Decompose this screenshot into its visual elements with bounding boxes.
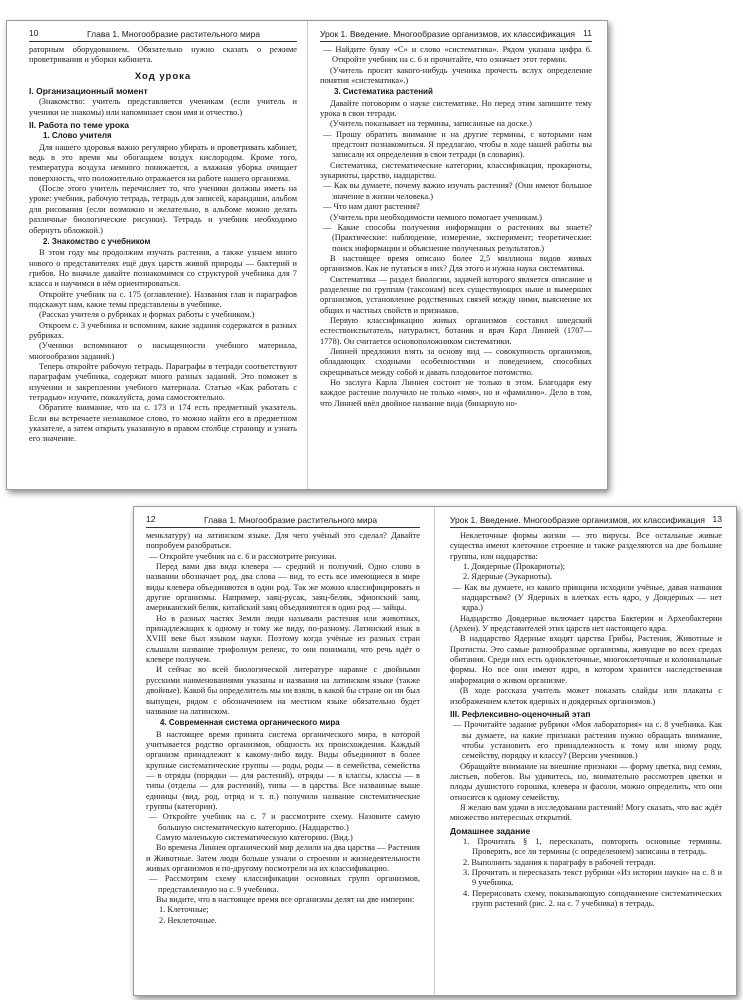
page-spread-10-11 xyxy=(6,20,608,490)
dialog-line: — Рассмотрим схему классификации основных групп организмов, представленную на с. 9 учебника. xyxy=(149,874,420,894)
page-number: 12 xyxy=(146,514,156,524)
gutter-divider xyxy=(307,21,308,489)
paragraph: Самую маленькую систематическую категорию. (Вид.) xyxy=(156,832,353,842)
paragraph: Но заслуга Карла Линнея состоит не только в этом. Благодаря ему каждое растение получило не только «имя», но и «фамилию». Дело в том, что Линней ввёл двойное название вида (бинарную но- xyxy=(320,378,592,408)
paragraph: И сейчас во всей биологической литературе наравне с двойными русскими наименованиями указаны и названия на латинском языке (также двойные). Какой бы определитель мы ни взяли, в какой бы стране он ни был выпущен, рядом с обозначением на местном языке обязательно будет название на латинском. xyxy=(146,665,420,716)
paragraph: Для нашего здоровья важно регулярно убирать и проветривать кабинет, ведь в это время мы обогащаем воздух кислородом. Кроме того, температура воздуха немного понижается, а влажная уборка очищает поверхность, что положительно отражается на работе нашего организма. xyxy=(29,142,297,183)
dialog-line: — Прочитайте задание рубрики «Моя лаборатория» на с. 8 учебника. Как вы думаете, на какие признаки растения нужно обращать внимание, чтобы установить его принадлежность к тому или иному роду, семейству, порядку и классу? (Версии учеников.) xyxy=(453,720,722,761)
dialog-line: — Прошу обратить внимание и на другие термины, с которыми нам предстоит познакомиться. Я предлагаю, чтобы в ходе нашей работы вы записали их определения в свои тетради (в словарик). xyxy=(323,129,592,160)
paragraph: Вы видите, что в настоящее время все организмы делят на две империи: xyxy=(156,895,415,905)
paragraph: (Рассказ учителя о рубриках и формах работы с учебником.) xyxy=(39,310,255,320)
paragraph: (Учитель при необходимости немного помогает ученикам.) xyxy=(330,212,542,222)
running-head-title: Урок 1. Введение. Многообразие организмов, их классификация xyxy=(320,29,575,39)
page-number: 10 xyxy=(29,28,39,38)
list-item: 2. Ядерные (Эукариоты). xyxy=(463,572,553,582)
page-10 xyxy=(29,21,297,489)
page-body xyxy=(450,531,722,995)
subsection-heading: 1. Слово учителя xyxy=(43,131,112,141)
paragraph: Надцарство Доядерные включает царства Бактерии и Археобактерии (Археи). У представителей этих царств нет настоящего ядра. xyxy=(450,613,722,634)
paragraph: Неклеточные формы жизни — это вирусы. Все остальные живые существа имеют клеточное строение и также разделяются на две большие группы, или надцарства: xyxy=(450,531,722,561)
dialog-line: — Как вы думаете, из какого принципа исходили учёные, давая названия надцарствам? (У Ядерных в клетках есть ядро, у Доядерных — нет ядра.) xyxy=(453,582,722,613)
page-12 xyxy=(146,507,420,995)
paragraph: Систематика, систематические категории, классификация, прокариоты, эукариоты, царство, надцарство. xyxy=(320,160,592,181)
list-item: 1. Клеточные; xyxy=(159,905,209,915)
paragraph: Откройте учебник на с. 175 (оглавление). Названия глав и параграфов подскажут нам, какие темы представлены в учебнике. xyxy=(29,289,297,309)
dialog-line: — Откройте учебник на с. 6 и рассмотрите рисунки. xyxy=(149,551,337,561)
dialog-line: — Как вы думаете, почему важно изучать растения? (Они имеют большое значение в жизни человека.) xyxy=(323,181,592,201)
subsection-heading: 3. Систематика растений xyxy=(334,87,433,97)
dialog-line: — Что нам дают растения? xyxy=(323,202,420,212)
page-body xyxy=(146,531,420,995)
page-spread-12-13 xyxy=(133,506,737,996)
paragraph: (Учитель показывает на термины, записанные на доске.) xyxy=(330,119,532,129)
section-heading: III. Рефлексивно-оценочный этап xyxy=(450,708,591,719)
paragraph: Перед вами два вида клевера — средний и ползучий. Одно слово в названии обозначает род, два слова — вид, то есть все имеющиеся в мире виды клевера объединяются в один род. Так же можно классифицировать и другие организмы. Например, заяц-русак, заяц-беляк, эфиопский заяц, американский беляк, китайский заяц объединяются в один род — зайцы. xyxy=(146,562,420,613)
section-heading: Домашнее задание xyxy=(450,825,531,836)
paragraph: Я желаю вам удачи в исследовании растений! Могу сказать, что вас ждёт множество интересных открытий. xyxy=(450,802,722,823)
page-body xyxy=(29,45,297,489)
section-heading: Ход урока xyxy=(134,70,192,82)
running-head xyxy=(450,513,722,528)
paragraph: (Ученики вспоминают о насыщенности учебного материала, многообразии заданий.) xyxy=(29,341,297,361)
paragraph: Линней предложил взять за основу вид — совокупность организмов, обладающих сходными особенностями и поведением, способных скрещиваться между собой и давать плодовитое потомство. xyxy=(320,346,592,377)
running-head-title: Урок 1. Введение. Многообразие организмов, их классификация xyxy=(450,515,705,525)
paragraph: В надцарство Ядерные входят царства Грибы, Растения, Животные и Протисты. Это самые разнообразные организмы, живущие во всех средах обитания. Среди них есть одноклеточные, многоклеточные и колониальные формы. Но все они имеют ядро, в котором хранится наследственная информация о живом организме. xyxy=(450,634,722,685)
paragraph: менклатуру) на латинском языке. Для чего учёный это сделал? Давайте попробуем разобраться. xyxy=(146,531,420,551)
page-number: 13 xyxy=(712,514,722,524)
paragraph: Теперь откройте рабочую тетрадь. Параграфы в тетради соответствуют параграфам учебника, содержат много разных заданий. Это поможет в изучении и закреплении учебного материала. Статью «Как работать с тетрадью» изучите, пожалуйста, дома самостоятельно. xyxy=(29,361,297,402)
paragraph: В настоящее время описано более 2,5 миллиона видов живых организмов. Как не путаться в них? Для этого и нужна наука систематика. xyxy=(320,253,592,274)
paragraph: Откроем с. 3 учебника и вспомним, какие задания содержатся в разных рубриках. xyxy=(29,320,297,340)
running-head-title: Глава 1. Многообразие растительного мира xyxy=(204,515,378,525)
paragraph: Давайте поговорим о науке систематике. Но перед этим запишите тему урока в свои тетради. xyxy=(320,98,592,119)
dialog-line: — Какие способы получения информации о растениях вы знаете? (Практические: наблюдение, измерение, эксперимент; теоретические: поиск информации и объяснение полученных результатов.) xyxy=(323,222,592,253)
paragraph: Обращайте внимание на внешние признаки — форму цветка, вид семян, листьев, побегов. Вы удивитесь, но, внимательно рассмотрев цветки и плоды душистого горошка, клевера и фасоли, можно определить, что они относятся к одному семейству. xyxy=(450,761,722,802)
running-head-title: Глава 1. Многообразие растительного мира xyxy=(87,29,261,39)
paragraph: раторным оборудованием. Обязательно нужно сказать о режиме проветривания и уборки кабинета. xyxy=(29,45,297,65)
paragraph: Обратите внимание, что на с. 173 и 174 есть предметный указатель. Если вы встречаете незнакомое слово, то можно найти его в предметном указателе, а затем открыть указанную в правом столбце страницу и узнать его значение. xyxy=(29,403,297,444)
page-number: 11 xyxy=(583,28,592,38)
section-heading: II. Работа по теме урока xyxy=(29,120,130,131)
subsection-heading: 4. Современная система органического мира xyxy=(160,718,340,728)
paragraph: (Учитель просит какого-нибудь ученика прочесть вслух определение понятия «систематика».) xyxy=(320,65,592,86)
list-item: 3. Прочитать и пересказать текст рубрики «Из истории науки» на с. 8 и 9 учебника. xyxy=(463,868,722,888)
paragraph: (Знакомство: учитель представляется ученикам (если учитель и ученики не знакомы) или напоминает свои имя и отчество.) xyxy=(29,97,297,117)
paragraph: Систематика — раздел биологии, задачей которого является описание и разделение по группам (таксонам) всех существующих ныне и вымерших организмов, установление родственных связей между ними, выяснение их общих и частных свойств и признаков. xyxy=(320,274,592,315)
list-item: 2. Неклеточные. xyxy=(159,915,217,925)
dialog-line: — Найдите букву «С» и слово «систематика». Рядом указана цифра 6. Откройте учебник на с. 6 и прочитайте, что означает этот термин. xyxy=(323,45,592,65)
dialog-line: — Откройте учебник на с. 7 и рассмотрите схему. Назовите самую большую систематическую категорию. (Надцарство.) xyxy=(149,812,420,832)
running-head xyxy=(146,513,420,528)
list-item: 4. Перерисовать схему, показывающую соподчинение систематических групп растений (рис. 2. на с. 7 учебника) в тетрадь. xyxy=(463,888,722,909)
page-body xyxy=(320,45,592,489)
page-11 xyxy=(320,21,592,489)
paragraph: Но в разных частях Земли люди называли растения или животных, принадлежащих к одному и тому же виду, по-разному. Латинский язык в XVIII веке был языком науки. Поэтому когда учёные из разных стран слышали название трифолиум репенс, то они понимали, что речь идёт о клевере ползучем. xyxy=(146,613,420,665)
section-heading: I. Организационный момент xyxy=(29,86,148,97)
page-13 xyxy=(450,507,722,995)
running-head xyxy=(320,27,592,42)
paragraph: В настоящее время принята система органического мира, в которой учитывается родство организмов, общность их происхождения. Каждый организм принадлежит к какому-либо виду. Виды объединяют в более крупные систематические группы — роды, роды — в семейства, семейства — в отряды (порядки — для растений), отряды — в классы, классы — в типы (отделы — для растений), типы — в царства. Все названные выше единицы (вид, род, отряд и т. п.) получили название систематические группы (категории). xyxy=(146,729,420,811)
gutter-divider xyxy=(434,507,435,995)
running-head xyxy=(29,27,297,42)
paragraph: (В ходе рассказа учитель может показать слайды или плакаты с изображением клеток ядерных и доядерных организмов.) xyxy=(450,686,722,706)
list-item: 2. Выполнить задания к параграфу в рабочей тетради. xyxy=(463,857,656,867)
paragraph: (После этого учитель перечисляет то, что ученики должны иметь на уроке: учебник, рабочую тетрадь, тетрадь для записей, карандаши, альбом для рисования (если возможно и желательно, в альбоме можно делать различные биологические рисунки). Тетрадь и учебник необходимо обернуть обложкой.) xyxy=(29,184,297,235)
subsection-heading: 2. Знакомство с учебником xyxy=(43,236,151,246)
paragraph: Во времена Линнея органический мир делили на два царства — Растения и Животные. Затем люди больше узнали о строении и жизнедеятельности живых организмов и по-другому посмотрели на их классификацию. xyxy=(146,843,420,873)
list-item: 1. Прочитать § 1, пересказать, повторить основные термины. Проверить, все ли термины (с определением) записаны в тетрадь. xyxy=(463,836,722,857)
paragraph: В этом году мы продолжим изучать растения, а также узнаем много нового о представителях ещё двух царств живой природы — бактерий и грибов. Но вначале давайте познакомимся со структурой учебника для 7 класса и научимся в нём ориентироваться. xyxy=(29,248,297,289)
list-item: 1. Доядерные (Прокариоты); xyxy=(463,562,566,572)
paragraph: Первую классификацию живых организмов составил шведский естествоиспытатель, натуралист, ботаник и врач Карл Линней (1707—1778). Он считается основоположником систематики. xyxy=(320,315,592,346)
